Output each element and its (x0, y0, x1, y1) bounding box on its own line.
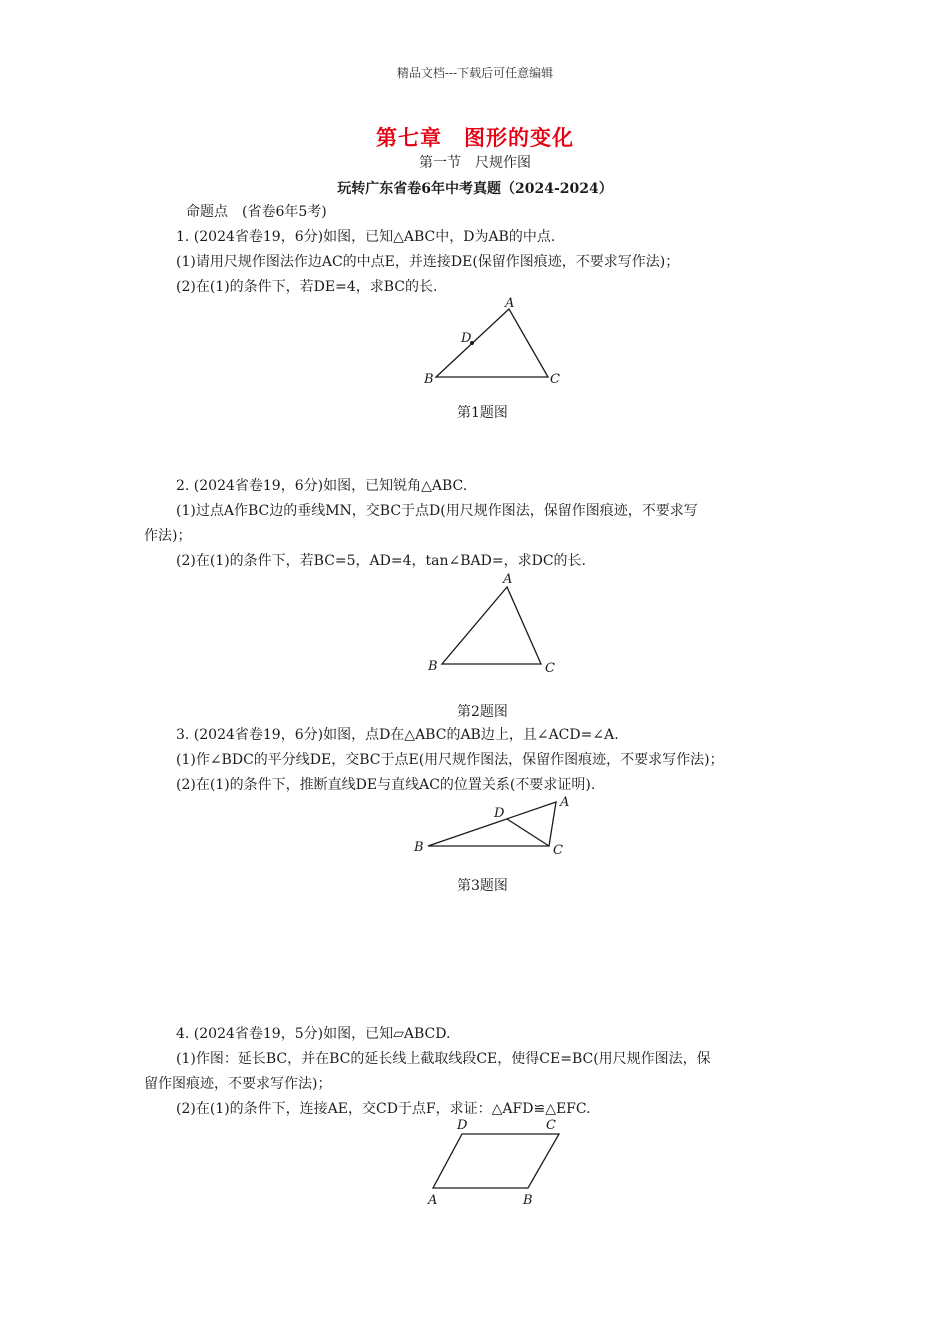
q3-label-a: A (560, 795, 570, 810)
q1-label-a: A (505, 296, 515, 311)
q3-label-c: C (553, 843, 563, 858)
q4-label-b: B (523, 1193, 533, 1208)
subtitle: 玩转广东省卷6年中考真题（2024-2024） (337, 181, 613, 197)
q1-part2: (2)在(1)的条件下，若DE=4，求BC的长. (176, 279, 438, 295)
q2-figure (420, 570, 570, 680)
q4-stem: 4. (2024省卷19，5分)如图，已知▱ABCD. (176, 1026, 451, 1042)
q4-label-a: A (428, 1193, 438, 1208)
q2-label-a: A (503, 572, 513, 587)
q2-part1: (1)过点A作BC边的垂线MN，交BC于点D(用尺规作图法，保留作图痕迹，不要求写 (176, 503, 698, 519)
q1-label-b: B (424, 372, 434, 387)
q4-part1: (1)作图：延长BC，并在BC的延长线上截取线段CE，使得CE=BC(用尺规作图法，保 (176, 1051, 711, 1067)
q3-caption: 第3题图 (457, 878, 508, 894)
q1-triangle (436, 309, 548, 377)
q2-stem: 2. (2024省卷19，6分)如图，已知锐角△ABC. (176, 478, 468, 494)
q3-label-d: D (494, 806, 505, 821)
q3-label-b: B (414, 840, 424, 855)
q4-part1-cont: 留作图痕迹，不要求写作法)； (144, 1076, 332, 1092)
q4-label-c: C (546, 1118, 556, 1133)
q1-part1: (1)请用尺规作图法作边AC的中点E，并连接DE(保留作图痕迹，不要求写作法)； (176, 254, 680, 270)
q3-triangle (428, 802, 556, 846)
section-title: 第一节 尺规作图 (419, 155, 531, 171)
q1-label-c: C (550, 372, 560, 387)
q4-figure (420, 1112, 570, 1212)
q3-part1: (1)作∠BDC的平分线DE，交BC于点E(用尺规作图法，保留作图痕迹，不要求写作法)； (176, 752, 724, 768)
q2-part1-cont: 作法)； (144, 528, 192, 544)
q2-triangle (442, 587, 541, 664)
q2-label-c: C (545, 661, 555, 676)
topic-line: 命题点 (省卷6年5考) (186, 204, 327, 220)
q1-caption: 第1题图 (457, 405, 508, 421)
q2-part2: (2)在(1)的条件下，若BC=5，AD=4，tan∠BAD=，求DC的长. (176, 553, 586, 569)
q2-label-b: B (428, 659, 438, 674)
q2-caption: 第2题图 (457, 704, 508, 720)
q4-part2: (2)在(1)的条件下，连接AE，交CD于点F，求证：△AFD≌△EFC. (176, 1101, 591, 1117)
q4-parallelogram (433, 1134, 559, 1188)
q4-label-d: D (457, 1118, 468, 1133)
chapter-title: 第七章 图形的变化 (376, 125, 574, 150)
q3-part2: (2)在(1)的条件下，推断直线DE与直线AC的位置关系(不要求证明). (176, 777, 596, 793)
page-header: 精品文档---下载后可任意编辑 (396, 66, 554, 80)
q1-label-d: D (461, 331, 472, 346)
q3-segment-dc (507, 819, 549, 846)
q3-stem: 3. (2024省卷19，6分)如图，点D在△ABC的AB边上，且∠ACD=∠A. (176, 727, 619, 743)
q1-stem: 1. (2024省卷19，6分)如图，已知△ABC中，D为AB的中点. (176, 229, 556, 245)
q3-figure (408, 790, 578, 865)
q1-figure (410, 292, 570, 392)
